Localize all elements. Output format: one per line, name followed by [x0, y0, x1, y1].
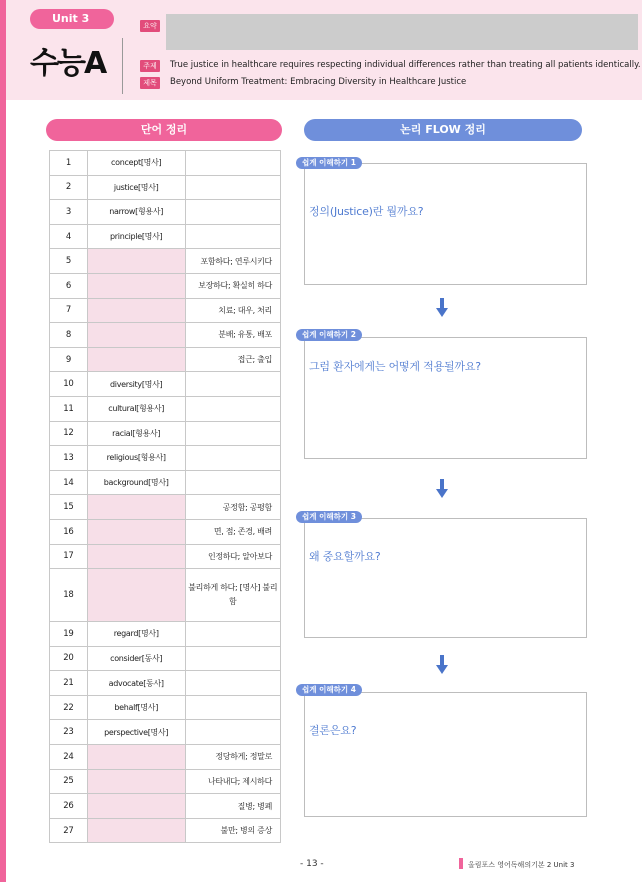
vocab-number: 11: [50, 396, 88, 421]
vocab-meaning: 공정함; 공평함: [185, 495, 280, 520]
vocab-row: [50, 769, 281, 794]
vocab-word: cultural[형용사]: [87, 396, 185, 421]
topic-text: True justice in healthcare requires respecting individual differences rather than treating all patients identically.: [170, 60, 641, 70]
vocab-meaning: 치료; 대우, 처리: [185, 298, 280, 323]
vocab-number: 23: [50, 720, 88, 745]
vocab-meaning: [185, 372, 280, 397]
vocab-word: principle[명사]: [87, 224, 185, 249]
vocab-row: [50, 372, 281, 397]
vocab-meaning: [185, 622, 280, 647]
vocab-number: 13: [50, 446, 88, 471]
vocab-row: [50, 519, 281, 544]
vocab-row: [50, 794, 281, 819]
vocab-word: [87, 495, 185, 520]
vocab-row: [50, 495, 281, 520]
flow-step-3-box: [304, 518, 587, 638]
vocab-word: [87, 298, 185, 323]
vocab-number: 16: [50, 519, 88, 544]
vocab-row: [50, 151, 281, 176]
flow-step-2-box: [304, 337, 587, 459]
flow-step-4-question: 결론은요?: [309, 724, 357, 737]
vocab-word: regard[명사]: [87, 622, 185, 647]
vocab-meaning: [185, 151, 280, 176]
vocab-row: [50, 470, 281, 495]
vocab-heading: 단어 정리: [46, 119, 282, 141]
vocab-number: 17: [50, 544, 88, 569]
flow-heading: 논리 FLOW 정리: [304, 119, 582, 141]
flow-step-1-question: 정의(Justice)란 뭘까요?: [309, 205, 424, 218]
vocab-word: [87, 347, 185, 372]
vocab-meaning: 분배; 유통, 배포: [185, 323, 280, 348]
vocab-meaning: 인정하다; 알아보다: [185, 544, 280, 569]
vocab-word: narrow[형용사]: [87, 200, 185, 225]
vocab-word: religious[형용사]: [87, 446, 185, 471]
vocab-row: [50, 745, 281, 770]
vocab-row: [50, 646, 281, 671]
vocab-word: perspective[명사]: [87, 720, 185, 745]
flow-step-2-question: 그럼 환자에게는 어떻게 적용될까요?: [309, 360, 481, 373]
vocab-meaning: 불리하게 하다; [명사] 불리함: [185, 569, 280, 622]
vocab-row: [50, 569, 281, 622]
vocab-number: 4: [50, 224, 88, 249]
vocab-word: behalf[명사]: [87, 695, 185, 720]
vocab-row: [50, 273, 281, 298]
vocab-number: 22: [50, 695, 88, 720]
vocab-meaning: [185, 224, 280, 249]
vocab-word: [87, 273, 185, 298]
vocab-word: consider[동사]: [87, 646, 185, 671]
vocab-table: [49, 150, 281, 843]
flow-step-4-label: 쉽게 이해하기 4: [296, 684, 362, 696]
vocab-number: 12: [50, 421, 88, 446]
vocab-row: [50, 421, 281, 446]
flow-step-3-label: 쉽게 이해하기 3: [296, 511, 362, 523]
vocab-word: [87, 769, 185, 794]
vocab-word: [87, 519, 185, 544]
vocab-row: [50, 622, 281, 647]
vocab-row: [50, 249, 281, 274]
vocab-meaning: 접근; 출입: [185, 347, 280, 372]
vocab-number: 1: [50, 151, 88, 176]
vocab-row: [50, 200, 281, 225]
vocab-row: [50, 544, 281, 569]
vocab-word: [87, 323, 185, 348]
vocab-meaning: [185, 175, 280, 200]
vocab-number: 9: [50, 347, 88, 372]
vocab-number: 18: [50, 569, 88, 622]
vocab-meaning: [185, 396, 280, 421]
vocab-number: 2: [50, 175, 88, 200]
flow-step-4-box: [304, 692, 587, 817]
vocab-number: 7: [50, 298, 88, 323]
vocab-word: concept[명사]: [87, 151, 185, 176]
vocab-number: 26: [50, 794, 88, 819]
vocab-row: [50, 396, 281, 421]
vocab-word: justice[명사]: [87, 175, 185, 200]
vocab-word: [87, 249, 185, 274]
vocab-row: [50, 720, 281, 745]
vocab-row: [50, 446, 281, 471]
vocab-meaning: 보장하다; 확실히 하다: [185, 273, 280, 298]
vocab-meaning: 면, 점; 존경, 배려: [185, 519, 280, 544]
vocab-word: advocate[동사]: [87, 671, 185, 696]
vocab-meaning: [185, 470, 280, 495]
vocab-number: 25: [50, 769, 88, 794]
vocab-row: [50, 671, 281, 696]
vocab-row: [50, 818, 281, 843]
title-tag: 제목: [140, 77, 160, 89]
vocab-meaning: 포함하다; 연루시키다: [185, 249, 280, 274]
vocab-meaning: 정당하게; 정말로: [185, 745, 280, 770]
summary-tag: 요약: [140, 20, 160, 32]
vocab-row: [50, 224, 281, 249]
vocab-number: 14: [50, 470, 88, 495]
vocab-meaning: 질병; 병폐: [185, 794, 280, 819]
page-number: - 13 -: [300, 859, 324, 869]
flow-step-3-question: 왜 중요할까요?: [309, 550, 381, 563]
vocab-number: 6: [50, 273, 88, 298]
vocab-number: 10: [50, 372, 88, 397]
vocab-row: [50, 298, 281, 323]
footer-accent: [459, 858, 463, 869]
vocab-number: 24: [50, 745, 88, 770]
vocab-number: 3: [50, 200, 88, 225]
vocab-number: 15: [50, 495, 88, 520]
vocab-number: 8: [50, 323, 88, 348]
vocab-word: [87, 745, 185, 770]
vocab-row: [50, 347, 281, 372]
left-accent-bar: [0, 0, 6, 882]
vocab-meaning: [185, 671, 280, 696]
vocab-meaning: [185, 200, 280, 225]
summary-box: [166, 14, 638, 50]
down-arrow-icon: [436, 655, 448, 675]
title-text: Beyond Uniform Treatment: Embracing Diversity in Healthcare Justice: [170, 77, 467, 87]
vocab-meaning: [185, 646, 280, 671]
vocab-word: [87, 544, 185, 569]
vocab-word: [87, 818, 185, 843]
vocab-row: [50, 323, 281, 348]
vocab-number: 5: [50, 249, 88, 274]
vocab-number: 19: [50, 622, 88, 647]
vocab-meaning: [185, 421, 280, 446]
vocab-number: 21: [50, 671, 88, 696]
down-arrow-icon: [436, 298, 448, 318]
vocab-number: 20: [50, 646, 88, 671]
down-arrow-icon: [436, 479, 448, 499]
flow-step-1-label: 쉽게 이해하기 1: [296, 157, 362, 169]
vocab-row: [50, 175, 281, 200]
vocab-word: background[명사]: [87, 470, 185, 495]
unit-badge: Unit 3: [30, 9, 114, 29]
vocab-meaning: 불만; 병의 증상: [185, 818, 280, 843]
vocab-word: diversity[명사]: [87, 372, 185, 397]
vocab-word: [87, 569, 185, 622]
vocab-word: [87, 794, 185, 819]
flow-step-1-box: [304, 163, 587, 285]
series-title: 수능A: [30, 46, 106, 81]
topic-tag: 주제: [140, 60, 160, 72]
vocab-meaning: [185, 446, 280, 471]
vocab-meaning: 나타내다; 제시하다: [185, 769, 280, 794]
vocab-row: [50, 695, 281, 720]
vocab-meaning: [185, 720, 280, 745]
vocab-word: racial[형용사]: [87, 421, 185, 446]
vocab-meaning: [185, 695, 280, 720]
flow-step-2-label: 쉽게 이해하기 2: [296, 329, 362, 341]
footer-book-title: 올림포스 영어독해의기본 2 Unit 3: [468, 861, 575, 869]
header-divider: [122, 38, 123, 94]
vocab-number: 27: [50, 818, 88, 843]
